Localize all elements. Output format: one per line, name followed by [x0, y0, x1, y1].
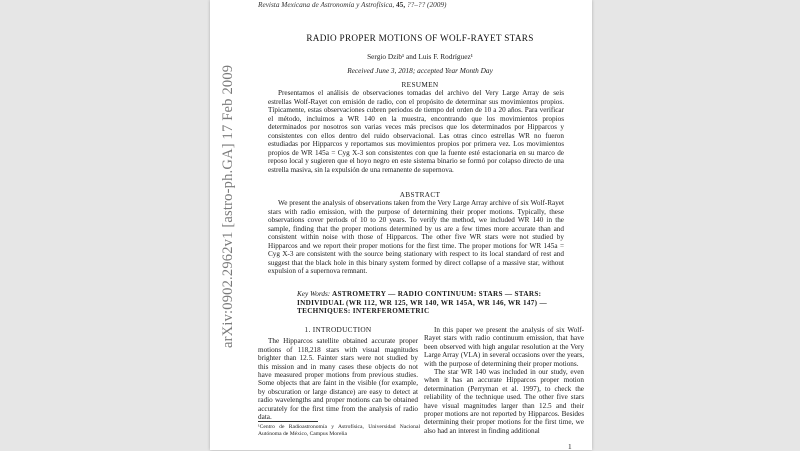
journal-volume: 45, [396, 0, 406, 9]
journal-pages: ??–?? (2009) [406, 0, 447, 9]
abstract-heading: ABSTRACT [399, 190, 441, 199]
intro-left-paragraph: The Hipparcos satellite obtained accurate proper motions of 118,218 stars with visual magnitudes brighter than 12.5. Fainter stars were not studied by this mission and in many cases these objects do not have measured proper motions from previous studies. Some objects that are faint in the visible (for example, by obscuration or large distance) are easy to detect at radio wavelengths and proper motions can be obtained accurately for the first time from the analysis of radio data. [258, 337, 418, 422]
resumen-text: Presentamos el análisis de observaciones tomadas del archivo del Very Large Array de seis estrellas Wolf-Rayet con emisión de radio, con el propósito de determinar sus movimientos propios. Típicamente, estas observaciones cubren periodos de tiempo del orden de 10 a 20 años. Para verificar el método, incluimos a WR 140 en la muestra, encontrando que los movimientos propios determinados por nosotros son varias veces más precisos que los determinados por Hipparcos y consistentes con ellos dentro del ruido observacional. Las otras cinco estrellas WR no fueron estudiadas por Hipparcos y reportamos sus movimientos propios por primera vez. Los movimientos propios de WR 145a = Cyg X-3 son consistentes con que la fuente esté estacionaria en su marco de reposo local y sugieren que el hoyo negro en este sistema binario se formó por colapso directo de una estrella masiva, sin la expulsión de una remanente de supernova. [268, 89, 564, 174]
keywords-text: ASTROMETRY — RADIO CONTINUUM: STARS — STARS: INDIVIDUAL (WR 112, WR 125, WR 140, WR 145A, WR 146, WR 147) — TECHNIQUES: INTERFEROMETRIC [297, 290, 547, 315]
authors: Sergio Dzib¹ and Luis F. Rodríguez¹ [367, 52, 473, 61]
received-date: Received June 3, 2018; accepted Year Month Day [347, 66, 493, 75]
arxiv-id: arXiv:0902.2962v1 [astro-ph.GA] 17 Feb 2009 [220, 64, 236, 348]
keywords-label: Key Words: [297, 290, 331, 298]
intro-right-paragraph-2: The star WR 140 was included in our study, even when it has an accurate Hipparcos proper motion determination (Perryman et al. 1997), to check the reliability of the technique used. The other five stars have visual magnitudes larger than 12.5 and their proper motions are not reported by Hipparcos. Besides determining their proper motions for the first time, we also had an interest in finding additional [424, 368, 584, 435]
paper-title: RADIO PROPER MOTIONS OF WOLF-RAYET STARS [306, 33, 534, 43]
page-number: 1 [568, 442, 572, 451]
resumen-heading: RESUMEN [401, 80, 439, 89]
abstract-text: We present the analysis of observations taken from the Very Large Array archive of six Wolf-Rayet stars with radio emission, with the purpose of determining their proper motions. Typically, these observations cover periods of 10 to 20 years. To verify the method, we included WR 140 in the sample, finding that the proper motions determined by us are a few times more accurate than and consistent within noise with those of Hipparcos. The other five WR stars were not studied by Hipparcos and we report their proper motions for the first time. The proper motions for WR 145a = Cyg X-3 are consistent with the source being stationary with respect to its local standard of rest and suggest that the black hole in this binary system formed by direct collapse of a massive star, without expulsion of a supernova remnant. [268, 199, 564, 275]
keywords [297, 290, 563, 316]
running-header [258, 0, 578, 9]
arxiv-stamp [220, 64, 242, 350]
footnote: ¹Centro de Radioastronomía y Astrofísica, Universidad Nacional Autónoma de México, Campus Morelia [258, 424, 420, 437]
right-column [424, 326, 584, 435]
journal-name: Revista Mexicana de Astronomía y Astrofísica, [258, 0, 395, 9]
footnote-rule [258, 421, 318, 422]
section-heading-introduction: 1. INTRODUCTION [304, 325, 372, 334]
intro-right-paragraph-1: In this paper we present the analysis of six Wolf-Rayet stars with radio continuum emission, that have been observed with high angular resolution at the Very Large Array (VLA) in several occasions over the years, with the purpose of determining their proper motions. [424, 326, 584, 368]
left-column [258, 326, 418, 421]
